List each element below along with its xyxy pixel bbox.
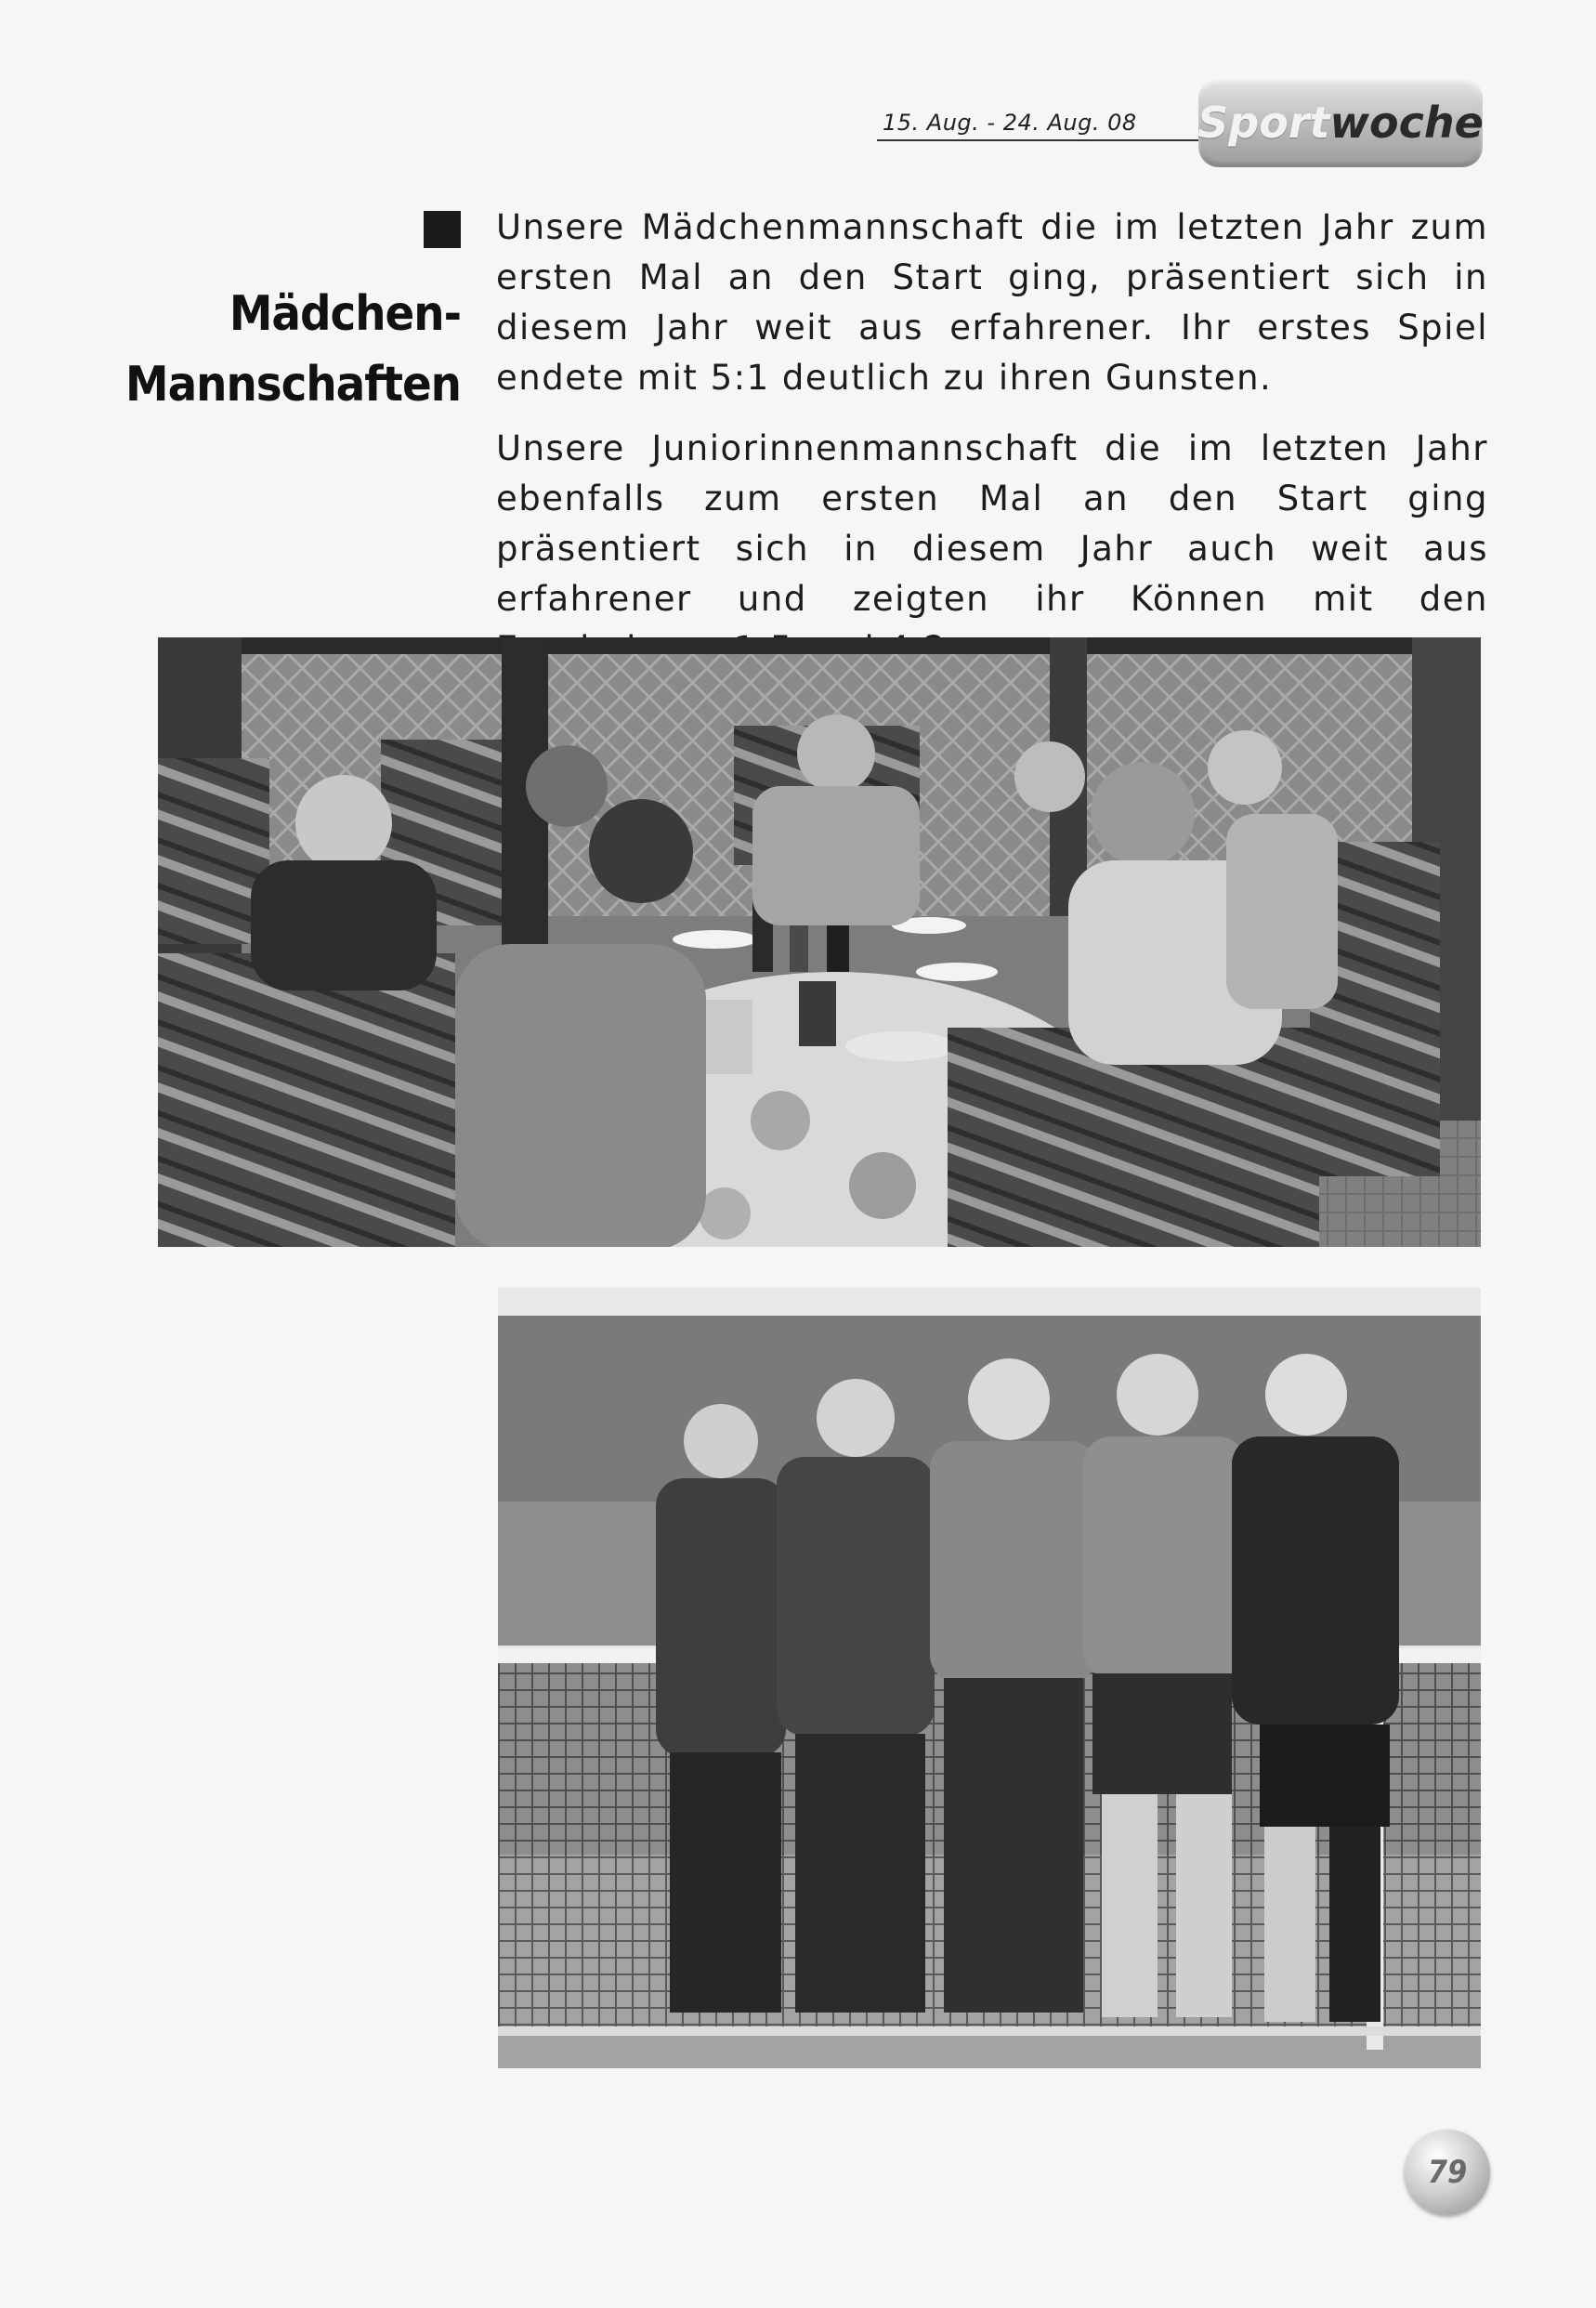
header-rule	[877, 139, 1211, 141]
badge-text-woche: woche	[1329, 98, 1484, 148]
team-dinner-photo	[158, 637, 1481, 1247]
paragraph-girls-team: Unsere Mädchenmannschaft die im letzten Jahr zum ersten Mal an den Start ging, präsentiert sich in diesem Jahr weit aus erfahrener. Ihr erstes Spiel endete mit 5:1 deutlich zu ihren Gunsten.	[496, 207, 1488, 398]
section-title-line2: Mannschaften	[125, 357, 461, 413]
badge-text-sport: Sport	[1197, 98, 1330, 148]
page-number-badge: 79	[1405, 2130, 1490, 2215]
section-title	[125, 279, 461, 420]
paragraph-juniors-team: Unsere Juniorinnenmannschaft die im letzten Jahr ebenfalls zum ersten Mal an den Start ging präsentiert sich in diesem Jahr auch weit aus erfahrener und zeigten ihr Können mit den	[496, 428, 1488, 619]
team-group-photo	[498, 1288, 1481, 2068]
section-title-line1: Mädchen-	[229, 286, 461, 342]
sportwoche-badge	[1198, 78, 1483, 167]
section-marker-square	[424, 211, 461, 248]
header-date-range: 15. Aug. - 24. Aug. 08	[883, 110, 1137, 136]
